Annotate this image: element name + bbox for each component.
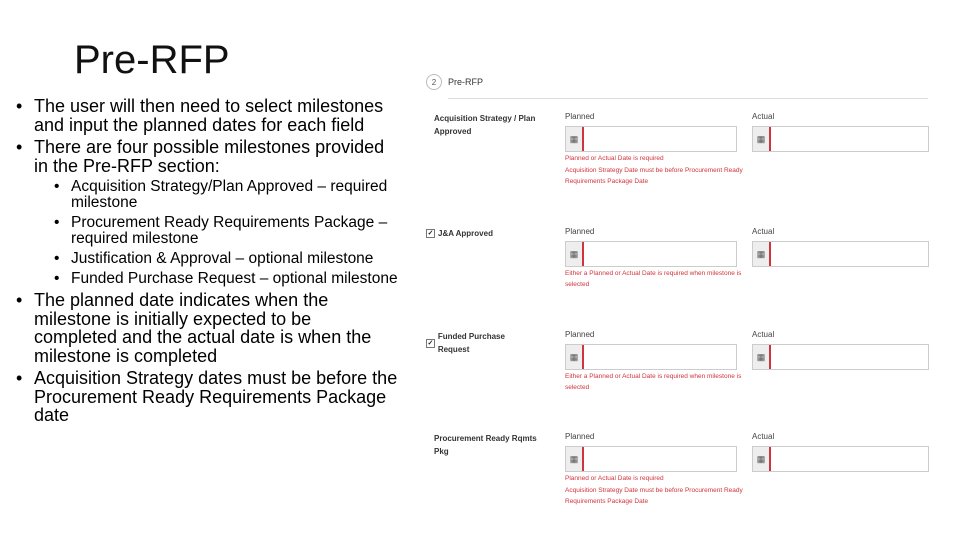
calendar-icon[interactable]: ▦ [566, 242, 584, 266]
actual-label: Actual [752, 227, 775, 236]
planned-label: Planned [565, 227, 595, 236]
planned-date-input[interactable] [565, 446, 737, 472]
error-message: Either a Planned or Actual Date is required when milestone is selected [565, 270, 742, 288]
actual-label: Actual [752, 330, 775, 339]
error-message: Acquisition Strategy Date must be before Procurement Ready Requirements Package Date [565, 487, 743, 505]
planned-label: Planned [565, 112, 595, 121]
calendar-icon[interactable]: ▦ [566, 345, 584, 369]
bullet: • There are four possible milestones provided in the Pre-RFP section: [14, 138, 399, 175]
planned-label: Planned [565, 432, 595, 441]
sub-bullet: • Procurement Ready Requirements Package – required milestone [14, 215, 399, 247]
milestone-label [426, 227, 536, 240]
sub-bullet-list [14, 179, 399, 287]
milestone-label-text: J&A Approved [438, 229, 493, 238]
calendar-icon[interactable]: ▦ [566, 127, 584, 151]
bullet: • The planned date indicates when the milestone is initially expected to be completed and the actual date is when the milestone is completed [14, 291, 399, 365]
calendar-icon[interactable]: ▦ [753, 242, 771, 266]
pre-rfp-form-screenshot [420, 60, 940, 520]
bullet-list [14, 97, 399, 429]
bullet: • The user will then need to select milestones and input the planned dates for each field [14, 97, 399, 134]
calendar-icon[interactable]: ▦ [753, 345, 771, 369]
planned-date-input[interactable] [565, 126, 737, 152]
actual-date-input[interactable] [752, 344, 929, 370]
error-message: Planned or Actual Date is required [565, 155, 664, 162]
section-title: Pre-RFP [448, 77, 484, 87]
slide-title: Pre-RFP [74, 38, 230, 82]
actual-date-input[interactable] [752, 126, 929, 152]
error-message: Either a Planned or Actual Date is required when milestone is selected [565, 373, 742, 391]
planned-date-input[interactable] [565, 344, 737, 370]
planned-date-input[interactable] [565, 241, 737, 267]
milestone-checkbox[interactable]: ✓ [427, 230, 434, 237]
sub-bullet: • Justification & Approval – optional milestone [14, 251, 399, 267]
milestone-label [426, 330, 536, 356]
calendar-icon[interactable]: ▦ [753, 447, 771, 471]
error-message: Acquisition Strategy Date must be before Procurement Ready Requirements Package Date [565, 167, 743, 185]
milestone-label: Acquisition Strategy / Plan Approved [434, 114, 536, 136]
calendar-icon[interactable]: ▦ [566, 447, 584, 471]
error-message: Planned or Actual Date is required [565, 475, 664, 482]
calendar-icon[interactable]: ▦ [753, 127, 771, 151]
actual-label: Actual [752, 112, 775, 121]
step-number: 2 [426, 74, 442, 90]
bullet: • Acquisition Strategy dates must be before the Procurement Ready Requirements Package date [14, 369, 399, 425]
section-header[interactable] [426, 74, 483, 90]
sub-bullet: • Funded Purchase Request – optional milestone [14, 271, 399, 287]
actual-date-input[interactable] [752, 241, 929, 267]
sub-bullet: • Acquisition Strategy/Plan Approved – required milestone [14, 179, 399, 211]
milestone-label: Procurement Ready Rqmts Pkg [434, 434, 537, 456]
milestone-label-text: Funded Purchase Request [437, 332, 505, 354]
planned-label: Planned [565, 330, 595, 339]
milestone-checkbox[interactable]: ✓ [427, 339, 434, 347]
section-divider [448, 98, 928, 99]
actual-label: Actual [752, 432, 775, 441]
actual-date-input[interactable] [752, 446, 929, 472]
